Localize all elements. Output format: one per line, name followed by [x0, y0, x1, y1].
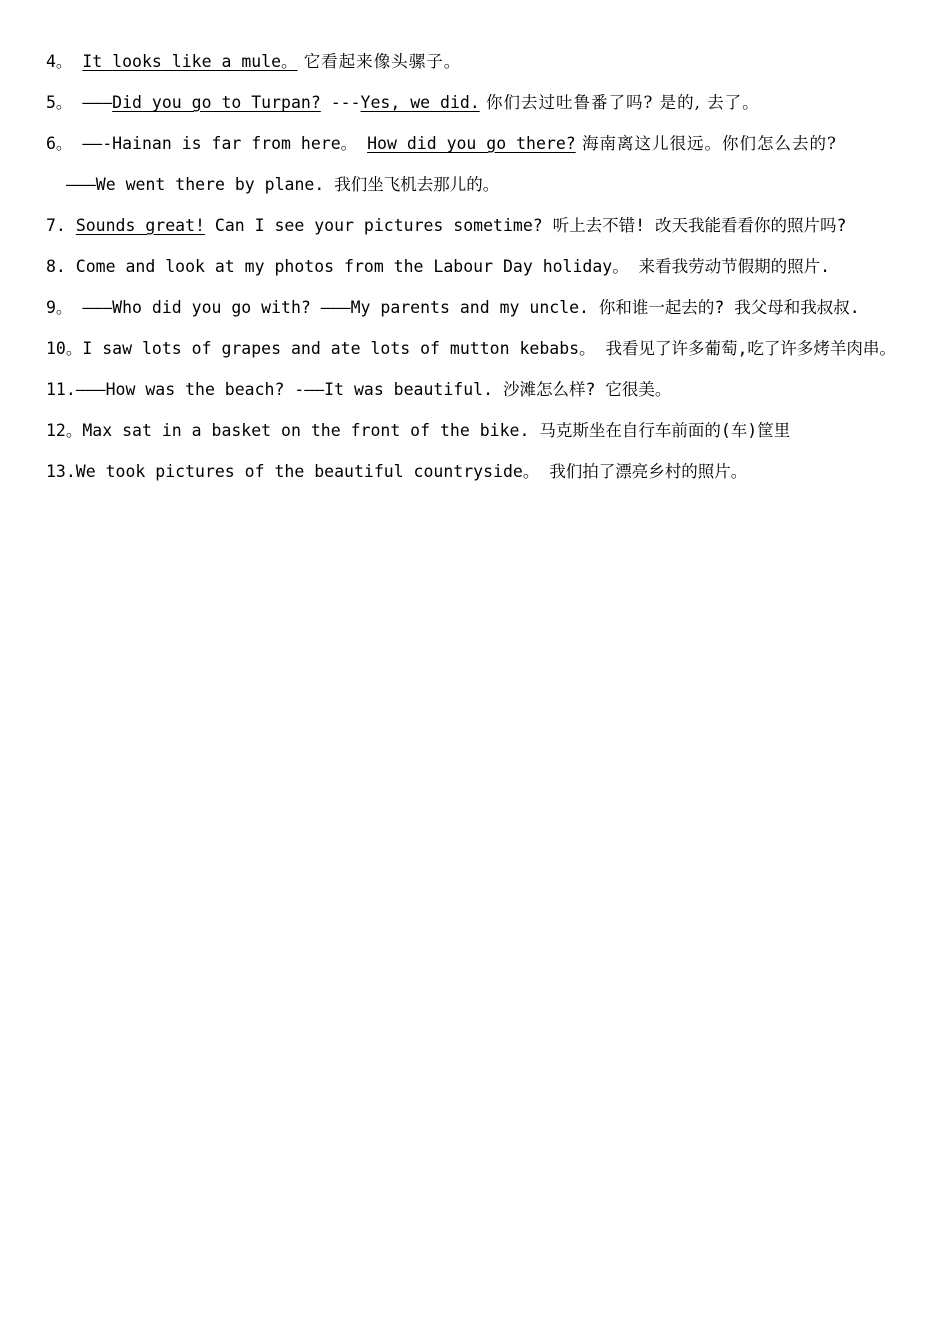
- document-page: [46, 50, 906, 501]
- sentence-6: [46, 132, 906, 156]
- sentence-12: [46, 419, 906, 443]
- underlined-text: Yes, we did.: [360, 93, 480, 112]
- sentence-5: [46, 91, 906, 115]
- sentence-10: [46, 337, 906, 361]
- line-text: 10。I saw lots of grapes and ate lots of mutton kebabs。 我看见了许多葡萄,吃了许多烤羊肉串。: [46, 339, 896, 358]
- line-text: 海南离这儿很远。你们怎么去的?: [575, 134, 837, 153]
- sentence-13: [46, 460, 906, 484]
- sentence-6-answer: [46, 173, 906, 197]
- sentence-9: [46, 296, 906, 320]
- line-text: 7.: [46, 216, 76, 235]
- line-text: 9。 ———Who did you go with? ———My parents and my uncle. 你和谁一起去的? 我父母和我叔叔.: [46, 298, 860, 317]
- line-text: 你们去过吐鲁番了吗? 是的, 去了。: [479, 93, 760, 112]
- line-text: 12。Max sat in a basket on the front of the bike. 马克斯坐在自行车前面的(车)筐里: [46, 421, 791, 440]
- line-text: ---: [320, 93, 361, 112]
- line-text: 它看起来像头骡子。: [297, 52, 462, 71]
- line-text: Can I see your pictures sometime? 听上去不错! 改天我能看看你的照片吗?: [204, 216, 847, 235]
- underlined-text: Did you go to Turpan?: [112, 93, 321, 112]
- underlined-text: How did you go there?: [367, 134, 576, 153]
- sentence-7: [46, 214, 906, 238]
- underlined-text: It looks like a mule。: [82, 52, 298, 71]
- underlined-text: Sounds great!: [75, 216, 205, 235]
- line-text: 4。: [46, 52, 83, 71]
- line-text: 8. Come and look at my photos from the Labour Day holiday。 来看我劳动节假期的照片.: [46, 257, 831, 276]
- line-text: ———We went there by plane. 我们坐飞机去那儿的。: [66, 175, 500, 194]
- sentence-11: [46, 378, 906, 402]
- sentence-4: [46, 50, 906, 74]
- line-text: 5。 ———: [46, 93, 113, 112]
- line-text: 13.We took pictures of the beautiful countryside。 我们拍了漂亮乡村的照片。: [46, 462, 748, 481]
- line-text: 11.———How was the beach? -——It was beautiful. 沙滩怎么样? 它很美。: [46, 380, 672, 399]
- line-text: 6。 ——-Hainan is far from here。: [46, 134, 368, 153]
- sentence-8: [46, 255, 906, 279]
